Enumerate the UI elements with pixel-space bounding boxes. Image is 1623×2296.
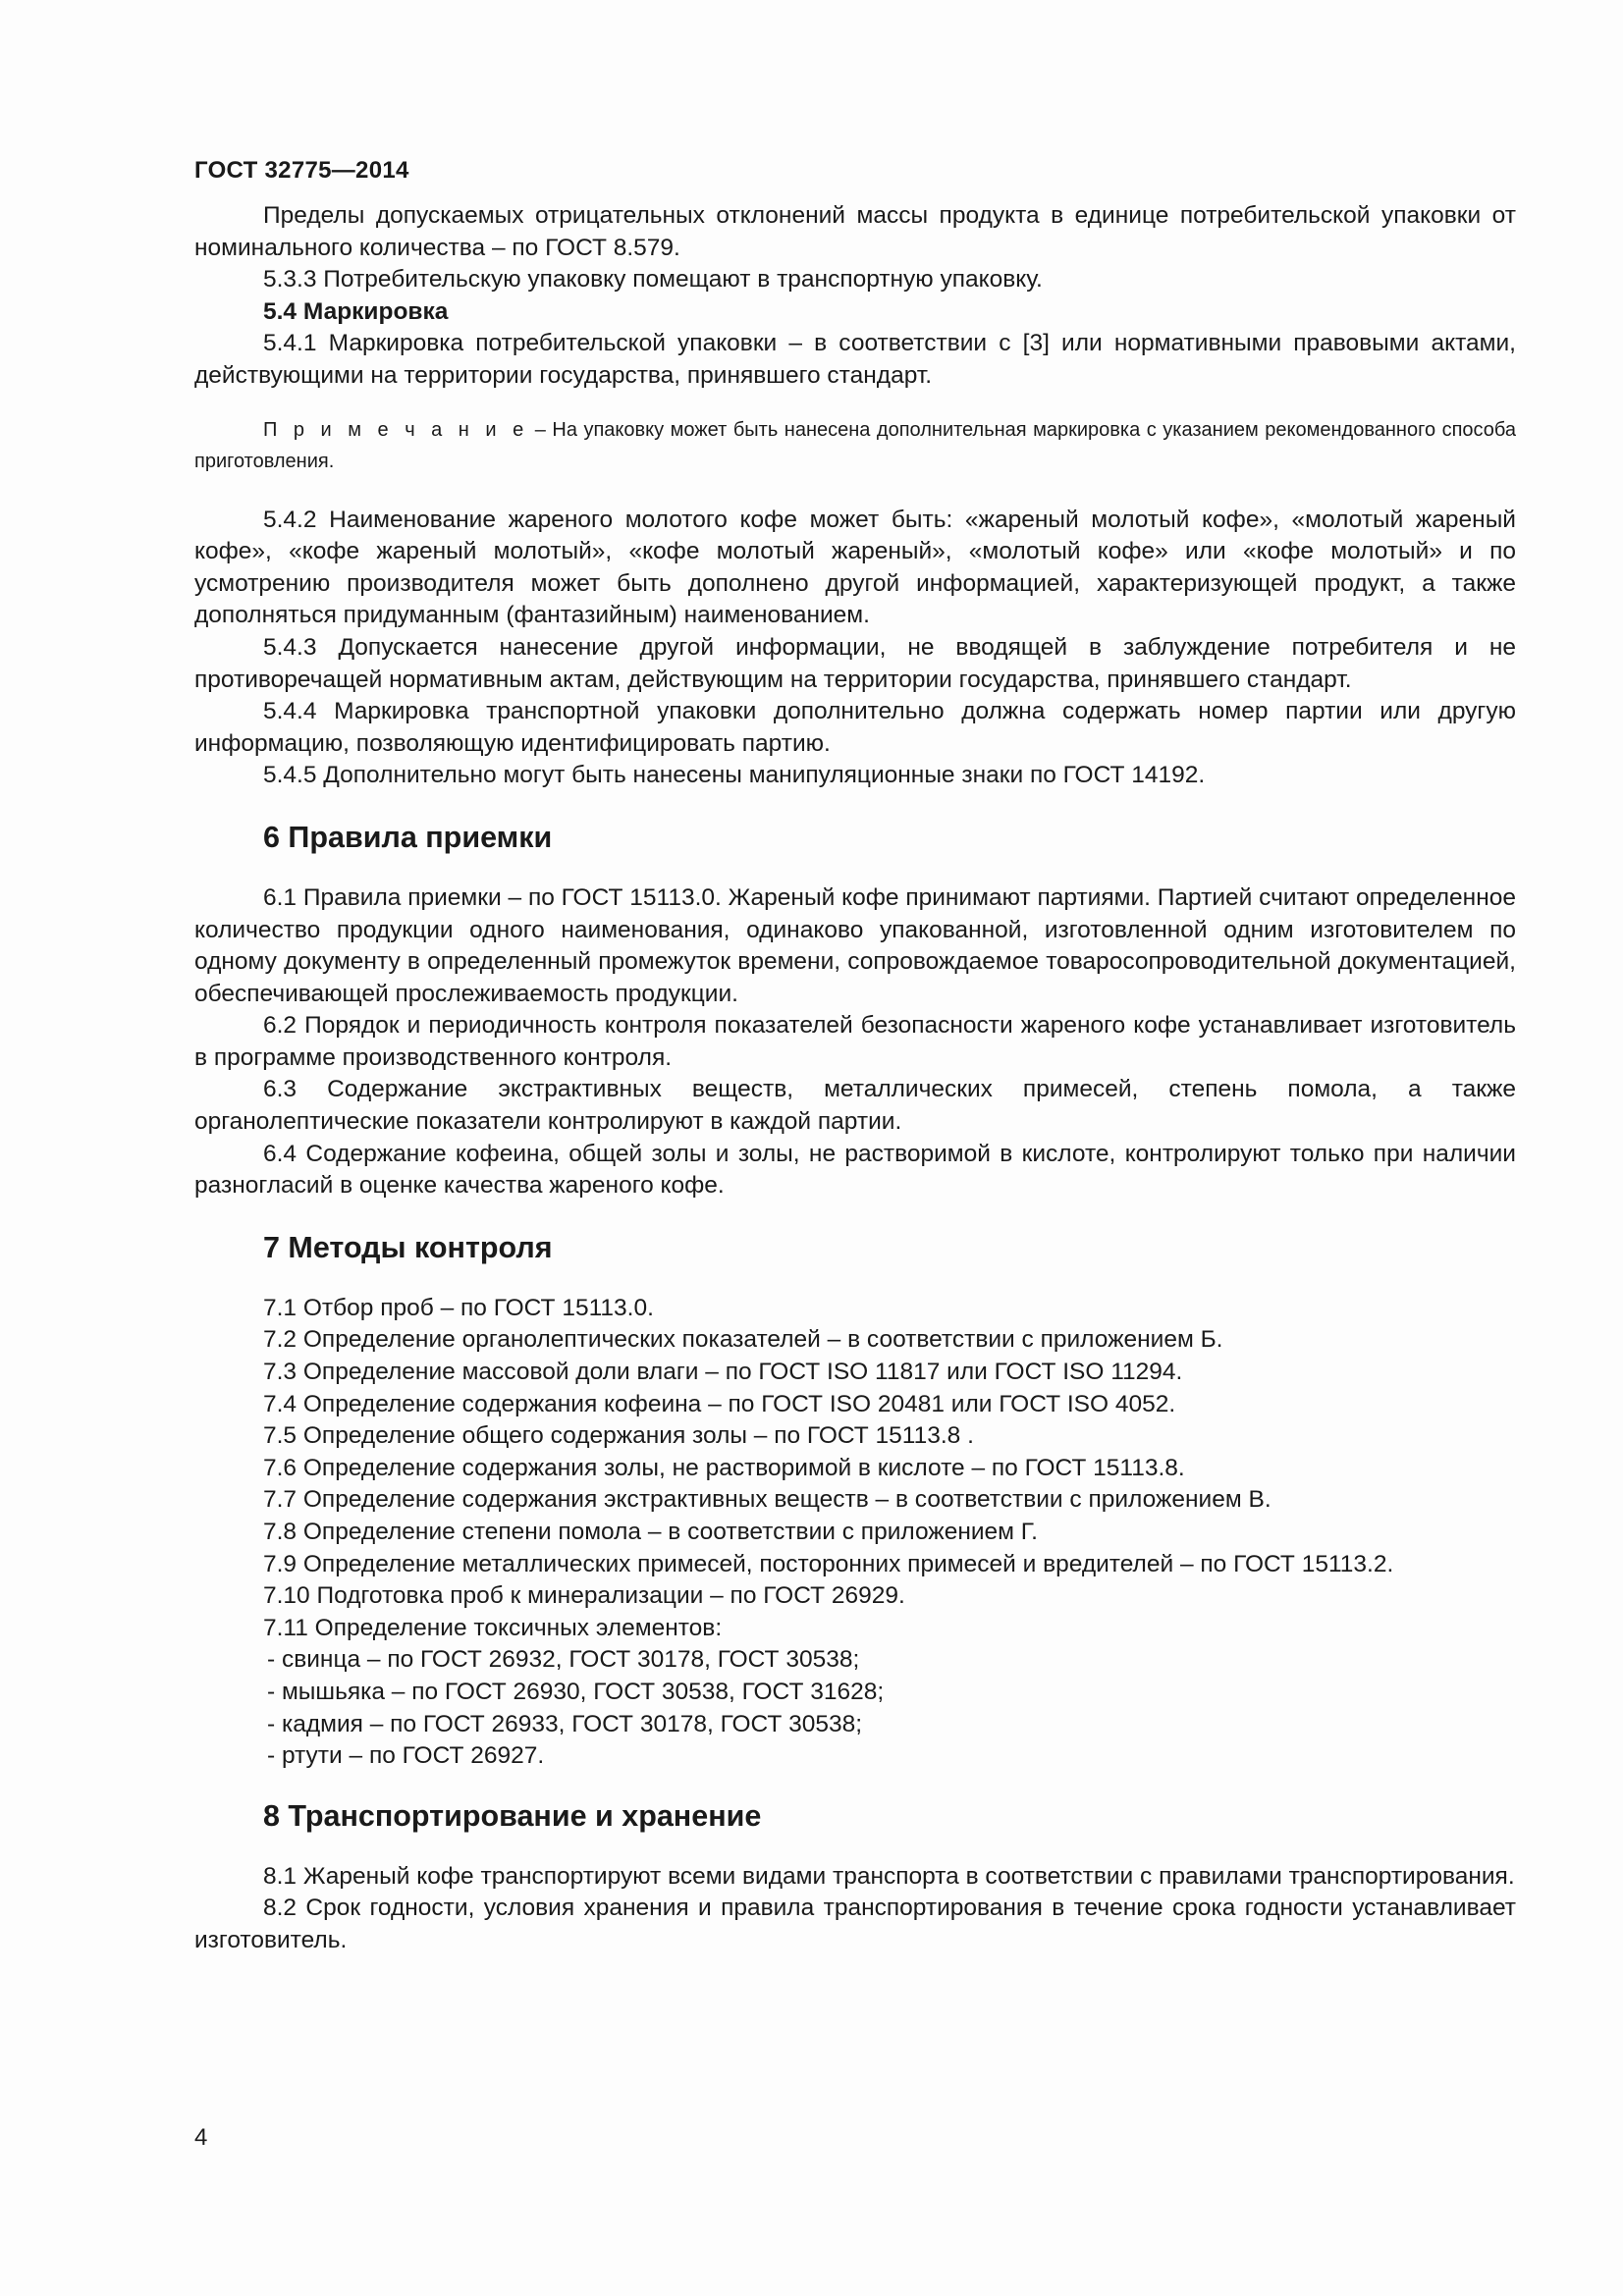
paragraph-7-4: 7.4 Определение содержания кофеина – по ГОСТ ISO 20481 или ГОСТ ISO 4052. <box>263 1390 1176 1417</box>
note <box>194 414 1516 477</box>
paragraph-7-9: 7.9 Определение металлических примесей, посторонних примесей и вредителей – по ГОСТ 15113.2. <box>263 1550 1394 1577</box>
paragraph-6-4: 6.4 Содержание кофеина, общей золы и золы, не растворимой в кислоте, контролируют только при наличии разногласий в оценке качества жареного кофе. <box>194 1140 1516 1200</box>
list-item: - кадмия – по ГОСТ 26933, ГОСТ 30178, ГОСТ 30538; <box>267 1710 863 1737</box>
paragraph-7-5: 7.5 Определение общего содержания золы – по ГОСТ 15113.8 . <box>263 1422 974 1450</box>
document-header: ГОСТ 32775—2014 <box>194 157 409 184</box>
paragraph-5-4-3: 5.4.3 Допускается нанесение другой информации, не вводящей в заблуждение потребителя и не противоречащей нормативным актам, действующим на территории государства, принявшего стандарт. <box>194 633 1516 693</box>
document-body <box>194 200 1516 1957</box>
paragraph-8-2: 8.2 Срок годности, условия хранения и правила транспортирования в течение срока годности устанавливает изготовитель. <box>194 1895 1516 1953</box>
note-text: – На упаковку может быть нанесена дополнительная маркировка с указанием рекомендованного способа приготовления. <box>194 418 1517 472</box>
paragraph-5-4-1: 5.4.1 Маркировка потребительской упаковки – в соответствии с [3] или нормативными правовыми актами, действующими на территории государства, принявшего стандарт. <box>194 330 1516 389</box>
paragraph-5-4-4: 5.4.4 Маркировка транспортной упаковки дополнительно должна содержать номер партии или другую информацию, позволяющую идентифицировать партию. <box>194 698 1516 757</box>
paragraph-7-2: 7.2 Определение органолептических показателей – в соответствии с приложением Б. <box>263 1326 1223 1354</box>
paragraph-limits: Пределы допускаемых отрицательных отклонений массы продукта в единице потребительской упаковки от номинального количества – по ГОСТ 8.579. <box>194 202 1516 261</box>
paragraph-8-1: 8.1 Жареный кофе транспортируют всеми видами транспорта в соответствии с правилами транспортирования. <box>263 1862 1515 1890</box>
list-item: - свинца – по ГОСТ 26932, ГОСТ 30178, ГОСТ 30538; <box>267 1646 860 1674</box>
paragraph-7-3: 7.3 Определение массовой доли влаги – по ГОСТ ISO 11817 или ГОСТ ISO 11294. <box>263 1359 1183 1386</box>
paragraph-6-1: 6.1 Правила приемки – по ГОСТ 15113.0. Жареный кофе принимают партиями. Партией считают определенное количество продукции одного наименования, одинаково упакованной, изготовленной одним изготовителем по одному документу в определенный промежуток времени, сопровождаемое товаросопроводительной документацией, обеспечивающей прослеживаемость продукции. <box>194 883 1516 1007</box>
list-item: - мышьяка – по ГОСТ 26930, ГОСТ 30538, ГОСТ 31628; <box>267 1678 885 1705</box>
page-number: 4 <box>194 2124 208 2151</box>
paragraph-6-2: 6.2 Порядок и периодичность контроля показателей безопасности жареного кофе устанавливает изготовитель в программе производственного контроля. <box>194 1012 1516 1071</box>
note-label: П р и м е ч а н и е <box>263 418 529 441</box>
paragraph-7-10: 7.10 Подготовка проб к минерализации – по ГОСТ 26929. <box>263 1582 905 1610</box>
paragraph-5-4-5: 5.4.5 Дополнительно могут быть нанесены манипуляционные знаки по ГОСТ 14192. <box>263 762 1206 789</box>
section-heading-6: 6 Правила приемки <box>263 820 553 854</box>
paragraph-7-7: 7.7 Определение содержания экстрактивных веществ – в соответствии с приложением В. <box>263 1486 1271 1514</box>
section-heading-8: 8 Транспортирование и хранение <box>263 1798 762 1833</box>
subsection-heading-5-4: 5.4 Маркировка <box>263 297 449 325</box>
paragraph-6-3: 6.3 Содержание экстрактивных веществ, металлических примесей, степень помола, а также органолептические показатели контролируют в каждой партии. <box>194 1076 1516 1136</box>
paragraph-5-3-3: 5.3.3 Потребительскую упаковку помещают в транспортную упаковку. <box>263 266 1043 294</box>
paragraph-7-11: 7.11 Определение токсичных элементов: <box>263 1614 723 1641</box>
paragraph-7-1: 7.1 Отбор проб – по ГОСТ 15113.0. <box>263 1294 654 1321</box>
paragraph-7-6: 7.6 Определение содержания золы, не растворимой в кислоте – по ГОСТ 15113.8. <box>263 1454 1185 1481</box>
section-heading-7: 7 Методы контроля <box>263 1230 553 1264</box>
paragraph-5-4-2: 5.4.2 Наименование жареного молотого кофе может быть: «жареный молотый кофе», «молотый жареный кофе», «кофе жареный молотый», «кофе молотый жареный», «молотый кофе» или «кофе молотый» и по усмотрению производителя может быть дополнено другой информацией, характеризующей продукт, а также дополняться придуманным (фантазийным) наименованием. <box>194 506 1516 629</box>
list-item: - ртути – по ГОСТ 26927. <box>267 1742 545 1770</box>
paragraph-7-8: 7.8 Определение степени помола – в соответствии с приложением Г. <box>263 1519 1038 1545</box>
